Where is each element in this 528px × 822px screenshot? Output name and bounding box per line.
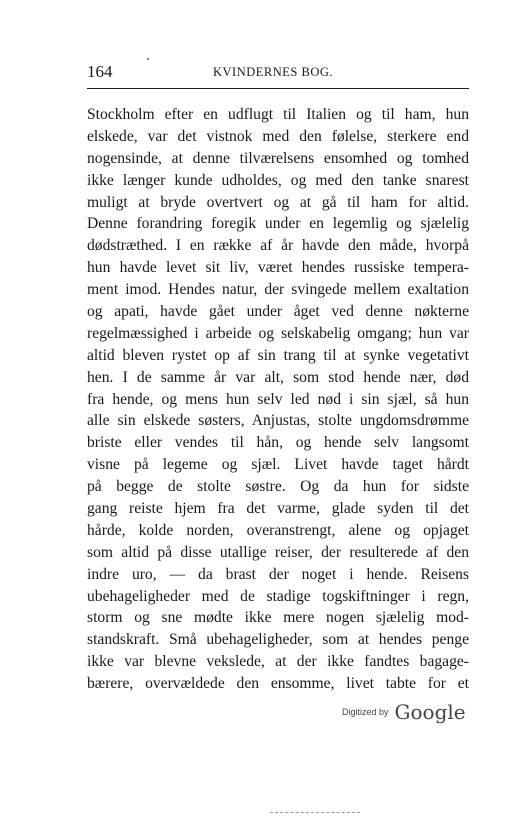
digitized-footer <box>342 700 466 730</box>
text-line: nogensinde, at denne tilværelsens ensomhed og tomhed <box>87 149 469 167</box>
text-line: ubehageligheder med de stadige togskiftninger i regn, <box>87 587 469 605</box>
text-line: hen. I de samme år var alt, som stod hende nær, død <box>87 368 469 386</box>
text-line: og apati, havde gået under åget ved denne nøkterne <box>87 303 469 321</box>
text-line: bærere, overvældede den ensomme, livet tabte for et <box>87 675 469 693</box>
text-line: ikke var blevne vekslede, at der ikke fandtes bagage- <box>87 653 469 671</box>
text-line: regelmæssighed i arbeide og selskabelig omgang; hun var <box>87 324 469 342</box>
text-line: visne på legeme og sjæl. Livet havde taget hårdt <box>87 456 469 474</box>
text-line: hun havde levet sit liv, været hendes russiske tempera- <box>87 259 469 277</box>
text-line: briste eller vendes til hån, og hende selv langsomt <box>87 434 469 452</box>
digitized-by-label: Digitized by <box>342 707 389 717</box>
text-line: fra hende, og mens hun selv led nød i sin sjæl, så hun <box>87 390 469 408</box>
text-line: på begge de stolte søstre. Og da hun for sidste <box>87 478 469 496</box>
body-text <box>87 104 469 695</box>
text-line: standskraft. Små ubehageligheder, som at hendes penge <box>87 631 469 649</box>
page-header <box>87 62 469 84</box>
text-line: muligt at bryde overtvert og at gå til ham for altid. <box>87 193 469 211</box>
text-line: hårde, kolde norden, overanstrengt, alene og opjaget <box>87 521 469 539</box>
text-line: Denne forandring foregik under en legemlig og sjælelig <box>87 215 469 233</box>
text-line: alle sin elskede søsters, Anjustas, stolte ungdomsdrømme <box>87 412 469 430</box>
page-number: 164 <box>87 62 113 81</box>
text-line: ikke længer kunde udholdes, og med den tanke snarest <box>87 171 469 189</box>
text-line: gang reiste hjem fra det varme, glade syden til det <box>87 500 469 518</box>
text-line: ment imod. Hendes natur, der svingede mellem exaltation <box>87 281 469 299</box>
scan-edge-marks <box>270 812 360 815</box>
stray-ink-dot <box>147 58 149 60</box>
running-title: KVINDERNES BOG. <box>213 65 333 79</box>
text-line: dødstræthed. I en række af år havde den måde, hvorpå <box>87 237 469 255</box>
google-logo: Google <box>394 700 466 724</box>
text-line: storm og sne mødte ikke mere nogen sjælelig mod- <box>87 609 469 627</box>
header-rule <box>87 88 469 89</box>
text-line: elskede, var det vistnok med den følelse, sterkere end <box>87 127 469 145</box>
text-line: som altid på disse utallige reiser, der resulterede af den <box>87 543 469 561</box>
text-line: altid bleven rystet op af sin trang til at synke vegetativt <box>87 346 469 364</box>
text-line: Stockholm efter en udflugt til Italien og til ham, hun <box>87 106 469 123</box>
text-line: indre uro, — da brast der noget i hende. Reisens <box>87 565 469 583</box>
